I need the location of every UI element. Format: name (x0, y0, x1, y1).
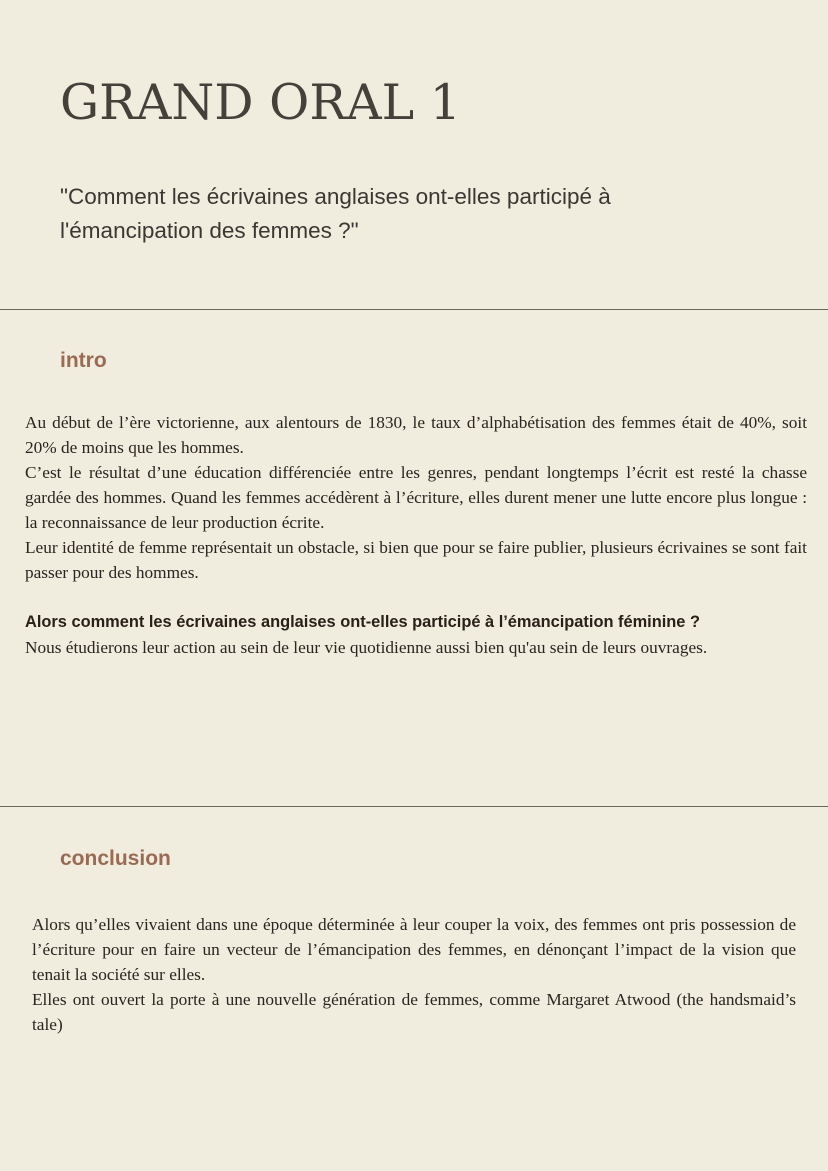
intro-plan: Nous étudierons leur action au sein de leur vie quotidienne aussi bien qu'au sein de leurs ouvrages. (25, 638, 708, 657)
section-divider-bottom (0, 806, 828, 807)
conclusion-paragraph: Elles ont ouvert la porte à une nouvelle génération de femmes, comme Margaret Atwood (the handsmaid’s tale) (32, 990, 796, 1034)
intro-heading: intro (60, 349, 107, 372)
conclusion-section-body (32, 912, 796, 1037)
paragraph-spacer (25, 585, 807, 610)
page-title: GRAND ORAL 1 (60, 74, 461, 131)
section-divider-top (0, 309, 828, 310)
intro-paragraph: C’est le résultat d’une éducation différenciée entre les genres, pendant longtemps l’écrit est resté la chasse gardée des hommes. Quand les femmes accédèrent à l’écriture, elles durent mener une lutte encore plus longue : la reconnaissance de leur production écrite. (25, 463, 807, 532)
page-subtitle-question: "Comment les écrivaines anglaises ont-elles participé à l'émancipation des femmes ?" (60, 184, 611, 243)
intro-paragraph: Leur identité de femme représentait un obstacle, si bien que pour se faire publier, plusieurs écrivaines se sont fait passer pour des hommes. (25, 538, 807, 582)
intro-section-body (25, 410, 807, 660)
problematic-question: Alors comment les écrivaines anglaises ont-elles participé à l’émancipation féminine ? (25, 613, 700, 631)
conclusion-heading: conclusion (60, 847, 171, 870)
conclusion-paragraph: Alors qu’elles vivaient dans une époque déterminée à leur couper la voix, des femmes ont pris possession de l’écriture pour en faire un vecteur de l’émancipation des femmes, en dénonçant l’impact de la vision que tenait la société sur elles. (32, 915, 796, 984)
intro-paragraph: Au début de l’ère victorienne, aux alentours de 1830, le taux d’alphabétisation des femmes était de 40%, soit 20% de moins que les hommes. (25, 413, 807, 457)
